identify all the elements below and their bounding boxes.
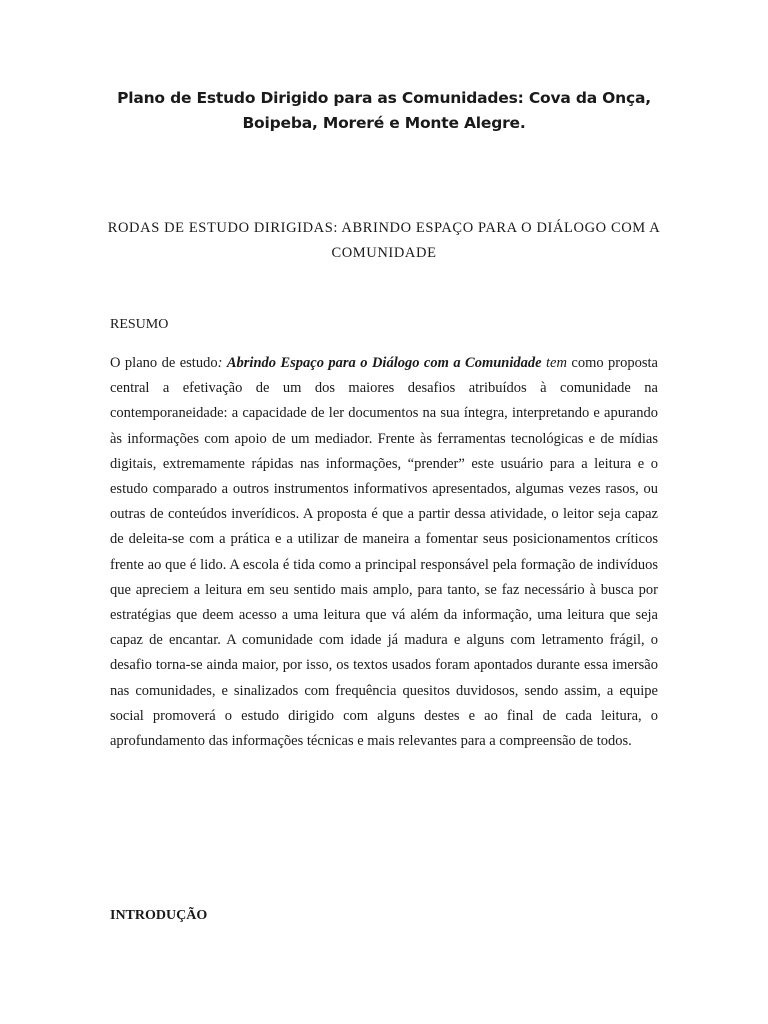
abstract-body: como proposta central a efetivação de um dos maiores desafios atribuídos à comunidade na contemporaneidade: a capacidade de ler documentos na sua íntegra, interpretando e apurando às informações com apoio de um mediador. Frente às ferramentas tecnológicas e de mídias digitais, extremamente rápidas nas informações, “prender” este usuário para a leitura e o estudo comparado a outros instrumentos informativos apresentados, algumas vezes rasos, ou outras de conteúdos inverídicos. A proposta é que a partir dessa atividade, o leitor seja capaz de deleita-se com a prática e a utilizar de maneira a fomentar seus posicionamentos críticos frente ao que é lido. A escola é tida como a principal responsável pela formação de indivíduos que apreciem a leitura em seu sentido mais amplo, para tanto, se faz necessário à busca por estratégias que deem acesso a uma leitura que vá além da informação, uma leitura que seja capaz de encantar. A comunidade com idade já madura e alguns com letramento frágil, o desafio torna-se ainda maior, por isso, os textos usados foram apontados durante essa imersão nas comunidades, e sinalizados com frequência quesitos duvidosos, sendo assim, a equipe social promoverá o estudo dirigido com alguns destes e ao final de cada leitura, o aprofundamento das informações técnicas e mais relevantes para a compreensão de todos. xyxy=(110,355,658,750)
abstract-lead: O plano de estudo xyxy=(110,355,218,371)
document-title: Plano de Estudo Dirigido para as Comunidades: Cova da Onça, Boipeba, Moreré e Monte Alegre. xyxy=(117,89,651,132)
introduction-heading: INTRODUÇÃO xyxy=(110,908,208,923)
section-title: RODAS DE ESTUDO DIRIGIDAS: ABRINDO ESPAÇO PARA O DIÁLOGO COM A COMUNIDADE xyxy=(107,220,661,261)
abstract-colon: : xyxy=(217,355,227,371)
abstract-heading: RESUMO xyxy=(110,317,169,332)
abstract-work-title: Abrindo Espaço para o Diálogo com a Comunidade xyxy=(226,355,542,371)
abstract-tem: tem xyxy=(541,355,567,371)
abstract-paragraph xyxy=(110,351,658,754)
